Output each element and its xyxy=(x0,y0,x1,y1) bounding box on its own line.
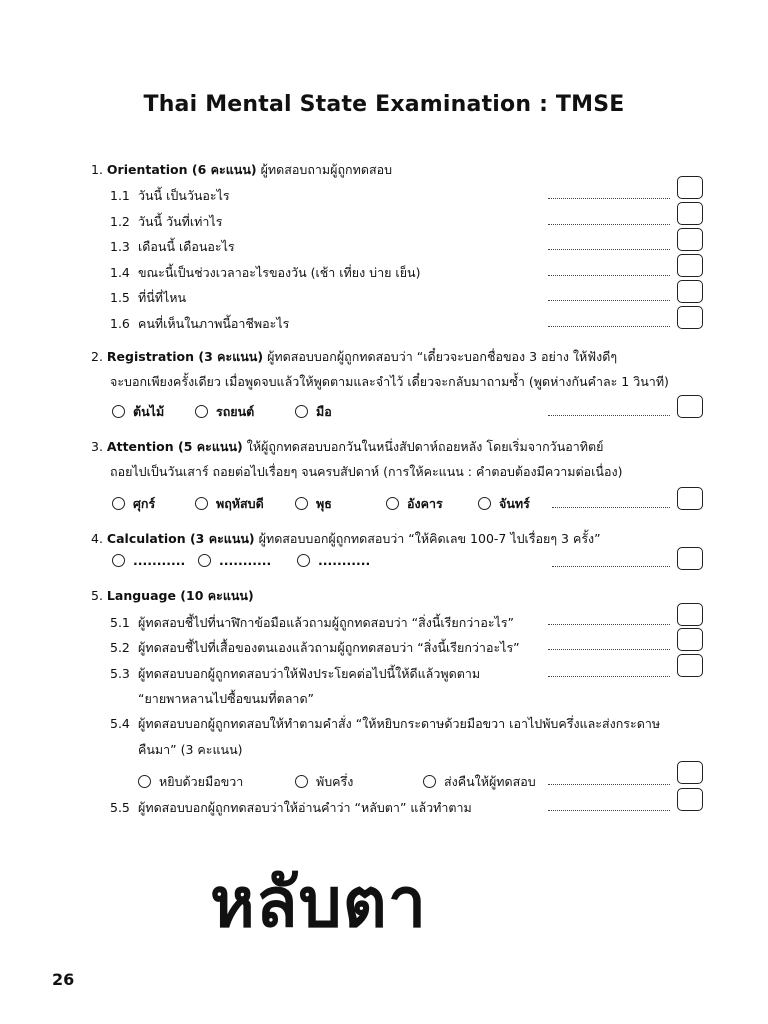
section-number: 4. xyxy=(91,531,103,546)
radio-circle[interactable] xyxy=(386,497,399,510)
section-number: 1. xyxy=(91,162,103,177)
radio-circle[interactable] xyxy=(295,497,308,510)
question-text: ผู้ทดสอบบอกผู้ถูกทดสอบให้ทำตามคำสั่ง “ให้หยิบกระดาษด้วยมือขวา เอาไปพับครึ่งและส่งกระดาษ xyxy=(138,716,661,731)
answer-line[interactable] xyxy=(548,415,670,416)
question-text: ผู้ทดสอบบอกผู้ถูกทดสอบว่าให้อ่านคำว่า “หลับตา” แล้วทำตาม xyxy=(138,800,472,815)
section-attention xyxy=(91,437,603,457)
option-wednesday[interactable] xyxy=(295,494,332,514)
section-language xyxy=(91,586,254,606)
question-text: ผู้ทดสอบชี้ไปที่เสื้อของตนเองแล้วถามผู้ถูกทดสอบว่า “สิ่งนี้เรียกว่าอะไร” xyxy=(138,640,520,655)
option-label: ........... xyxy=(219,553,272,568)
option-hand[interactable] xyxy=(295,402,332,422)
question-text: ผู้ทดสอบบอกผู้ถูกทดสอบว่าให้ฟังประโยคต่อไปนี้ให้ดีแล้วพูดตาม xyxy=(138,666,481,681)
score-box[interactable] xyxy=(677,761,703,784)
option-label: ศุกร์ xyxy=(133,496,156,511)
calc-answer-1[interactable] xyxy=(112,553,185,568)
section-heading: Language (10 คะแนน) xyxy=(106,588,254,603)
section-heading: Orientation (6 คะแนน) xyxy=(106,162,257,177)
section-desc-cont: ถอยไปเป็นวันเสาร์ ถอยต่อไปเรื่อยๆ จนครบสัปดาห์ (การให้คะแนน : คำตอบต้องมีความต่อเนื่อง) xyxy=(110,464,623,479)
option-label: อังคาร xyxy=(407,496,443,511)
question-number: 5.1 xyxy=(110,615,130,630)
question-1-3 xyxy=(110,237,235,257)
option-label: พฤหัสบดี xyxy=(216,496,264,511)
section-desc: ผู้ทดสอบถามผู้ถูกทดสอบ xyxy=(260,162,393,177)
page-title: Thai Mental State Examination : TMSE xyxy=(143,92,625,117)
answer-line[interactable] xyxy=(548,300,670,301)
radio-circle[interactable] xyxy=(295,775,308,788)
option-label: หยิบด้วยมือขวา xyxy=(159,774,244,789)
question-1-5 xyxy=(110,288,186,308)
question-5-1 xyxy=(110,613,514,633)
answer-line[interactable] xyxy=(548,676,670,677)
option-label: ต้นไม้ xyxy=(133,404,165,419)
page-number: 26 xyxy=(52,970,75,989)
question-text: วันนี้ วันที่เท่าไร xyxy=(138,214,223,229)
score-box[interactable] xyxy=(677,202,703,225)
radio-circle[interactable] xyxy=(195,405,208,418)
score-box[interactable] xyxy=(677,788,703,811)
section-registration xyxy=(91,347,617,367)
answer-line[interactable] xyxy=(548,198,670,199)
answer-line[interactable] xyxy=(552,566,670,567)
score-box[interactable] xyxy=(677,603,703,626)
answer-line[interactable] xyxy=(548,649,670,650)
section-desc: ผู้ทดสอบบอกผู้ถูกทดสอบว่า “ให้คิดเลข 100-7 ไปเรื่อยๆ 3 ครั้ง” xyxy=(258,531,601,546)
score-box[interactable] xyxy=(677,654,703,677)
question-number: 1.2 xyxy=(110,214,130,229)
section-desc-cont: จะบอกเพียงครั้งเดียว เมื่อพูดจบแล้วให้พูดตามและจำไว้ เดี๋ยวจะกลับมาถามซ้ำ (พูดห่างกันคำละ 1 วินาที) xyxy=(110,374,669,389)
question-text-cont: คืนมา” (3 คะแนน) xyxy=(138,742,243,757)
answer-line[interactable] xyxy=(548,784,670,785)
radio-circle[interactable] xyxy=(112,497,125,510)
question-1-6 xyxy=(110,314,289,334)
question-number: 5.5 xyxy=(110,800,130,815)
option-label: ........... xyxy=(133,553,186,568)
option-label: ส่งคืนให้ผู้ทดสอบ xyxy=(444,774,536,789)
section-orientation xyxy=(91,160,392,180)
radio-circle[interactable] xyxy=(423,775,436,788)
question-1-2 xyxy=(110,212,222,232)
option-return[interactable] xyxy=(423,772,536,792)
radio-circle[interactable] xyxy=(138,775,151,788)
answer-line[interactable] xyxy=(552,507,670,508)
question-number: 1.3 xyxy=(110,239,130,254)
radio-circle[interactable] xyxy=(198,554,211,567)
question-text-cont: “ยายพาหลานไปซื้อขนมที่ตลาด” xyxy=(138,691,315,706)
calc-answer-3[interactable] xyxy=(297,553,370,568)
question-1-1 xyxy=(110,186,230,206)
close-eyes-word: หลับตา xyxy=(210,864,428,943)
question-number: 1.6 xyxy=(110,316,130,331)
answer-line[interactable] xyxy=(548,810,670,811)
score-box[interactable] xyxy=(677,228,703,251)
answer-line[interactable] xyxy=(548,624,670,625)
score-box[interactable] xyxy=(677,306,703,329)
option-tree[interactable] xyxy=(112,402,164,422)
question-text: ขณะนี้เป็นช่วงเวลาอะไรของวัน (เช้า เที่ยง บ่าย เย็น) xyxy=(138,265,421,280)
question-number: 5.3 xyxy=(110,666,130,681)
answer-line[interactable] xyxy=(548,326,670,327)
question-number: 5.2 xyxy=(110,640,130,655)
question-text: วันนี้ เป็นวันอะไร xyxy=(138,188,230,203)
option-label: จันทร์ xyxy=(499,496,530,511)
section-desc: ผู้ทดสอบบอกผู้ถูกทดสอบว่า “เดี๋ยวจะบอกชื่อของ 3 อย่าง ให้ฟังดีๆ xyxy=(267,349,618,364)
score-box[interactable] xyxy=(677,395,703,418)
option-label: มือ xyxy=(316,404,332,419)
option-label: รถยนต์ xyxy=(216,404,255,419)
option-tuesday[interactable] xyxy=(386,494,443,514)
section-heading: Attention (5 คะแนน) xyxy=(106,439,243,454)
radio-circle[interactable] xyxy=(295,405,308,418)
question-number: 1.5 xyxy=(110,290,130,305)
option-label: ........... xyxy=(318,553,371,568)
option-monday[interactable] xyxy=(478,494,530,514)
option-label: พุธ xyxy=(316,496,332,511)
section-number: 2. xyxy=(91,349,103,364)
section-desc: ให้ผู้ถูกทดสอบบอกวันในหนึ่งสัปดาห์ถอยหลัง โดยเริ่มจากวันอาทิตย์ xyxy=(246,439,604,454)
option-friday[interactable] xyxy=(112,494,155,514)
question-5-2 xyxy=(110,638,520,658)
score-box[interactable] xyxy=(677,280,703,303)
question-text: คนที่เห็นในภาพนี้อาชีพอะไร xyxy=(138,316,290,331)
question-5-3 xyxy=(110,664,480,684)
question-number: 1.1 xyxy=(110,188,130,203)
section-number: 5. xyxy=(91,588,103,603)
score-box[interactable] xyxy=(677,628,703,651)
section-heading: Registration (3 คะแนน) xyxy=(106,349,264,364)
question-text: เดือนนี้ เดือนอะไร xyxy=(138,239,235,254)
section-heading: Calculation (3 คะแนน) xyxy=(106,531,255,546)
question-number: 5.4 xyxy=(110,716,130,731)
radio-circle[interactable] xyxy=(195,497,208,510)
section-calculation xyxy=(91,529,601,549)
calc-answer-2[interactable] xyxy=(198,553,271,568)
option-right-hand[interactable] xyxy=(138,772,243,792)
option-thursday[interactable] xyxy=(195,494,264,514)
score-box[interactable] xyxy=(677,487,703,510)
radio-circle[interactable] xyxy=(112,554,125,567)
question-number: 1.4 xyxy=(110,265,130,280)
radio-circle[interactable] xyxy=(478,497,491,510)
score-box[interactable] xyxy=(677,547,703,570)
question-text: ผู้ทดสอบชี้ไปที่นาฬิกาข้อมือแล้วถามผู้ถูกทดสอบว่า “สิ่งนี้เรียกว่าอะไร” xyxy=(138,615,515,630)
section-number: 3. xyxy=(91,439,103,454)
option-label: พับครึ่ง xyxy=(316,774,354,789)
radio-circle[interactable] xyxy=(112,405,125,418)
answer-line[interactable] xyxy=(548,275,670,276)
score-box[interactable] xyxy=(677,254,703,277)
question-text: ที่นี่ที่ไหน xyxy=(138,290,187,305)
option-car[interactable] xyxy=(195,402,254,422)
question-1-4 xyxy=(110,263,420,283)
score-box[interactable] xyxy=(677,176,703,199)
answer-line[interactable] xyxy=(548,224,670,225)
radio-circle[interactable] xyxy=(297,554,310,567)
answer-line[interactable] xyxy=(548,249,670,250)
question-5-5 xyxy=(110,798,472,818)
question-5-4 xyxy=(110,714,660,734)
option-fold-half[interactable] xyxy=(295,772,353,792)
